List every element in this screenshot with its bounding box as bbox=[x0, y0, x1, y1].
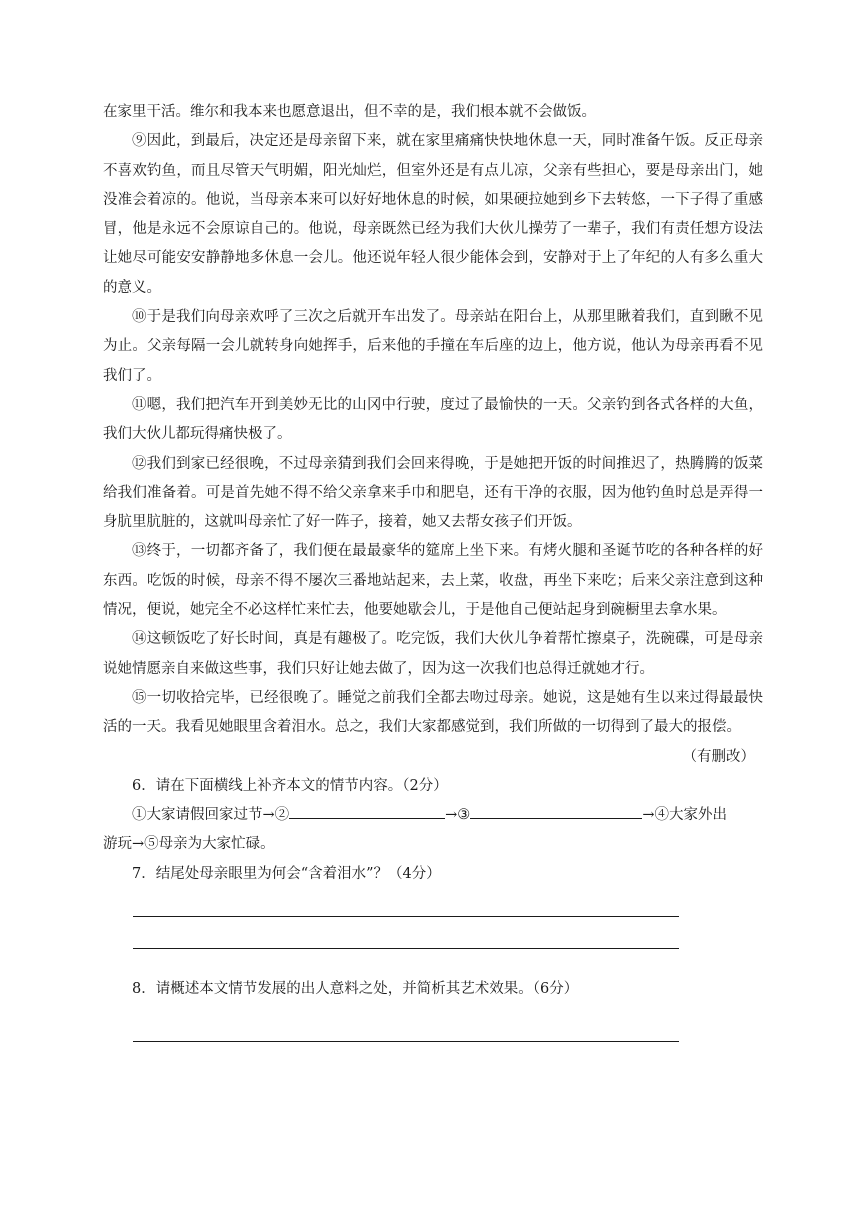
q6-answer-blank-3[interactable] bbox=[470, 804, 642, 819]
paragraph-15: ⑮一切收拾完毕，已经很晚了。睡觉之前我们全都去吻过母亲。她说，这是她有生以来过得最最快活的一天。我看见她眼里含着泪水。总之，我们大家都感觉到，我们所做的一切得到了最大的报偿。 bbox=[103, 689, 763, 736]
q6-arrow-4: →④大家外出 bbox=[642, 807, 727, 824]
paragraph-13: ⑬终于，一切都齐备了，我们便在最最豪华的筵席上坐下来。有烤火腿和圣诞节吃的各种各样的好东西。吃饭的时候，母亲不得不屡次三番地站起来，去上菜，收盘，再坐下来吃；后来父亲注意到这种情况，便说，她完全不必这样忙来忙去，他要她歇会儿，于是他自己便站起身到碗橱里去拿水果。 bbox=[103, 543, 763, 619]
paragraph-12: ⑫我们到家已经很晚，不过母亲猜到我们会回来得晚，于是她把开饭的时间推迟了，热腾腾的饭菜给我们准备着。可是首先她不得不给父亲拿来手巾和肥皂，还有干净的衣服，因为他钓鱼时总是弄得一身肮里肮脏的，这就叫母亲忙了好一阵子，接着，她又去帮女孩子们开饭。 bbox=[103, 455, 763, 531]
question-6-plot-line bbox=[103, 801, 763, 860]
question-7-prompt: 7．结尾处母亲眼里为何会“含着泪水”？（4分） bbox=[132, 865, 441, 882]
question-6-prompt: 6．请在下面横线上补齐本文的情节内容。（2分） bbox=[132, 777, 448, 794]
q8-answer-line-1[interactable] bbox=[133, 1040, 679, 1042]
q6-part-end: 游玩→⑤母亲为大家忙碌。 bbox=[103, 836, 275, 853]
q6-answer-blank-2[interactable] bbox=[289, 804, 445, 819]
source-note: （有删改） bbox=[682, 748, 755, 765]
paragraph-9: ⑨因此，到最后，决定还是母亲留下来，就在家里痛痛快快地休息一天，同时准备午饭。反正母亲不喜欢钓鱼，而且尽管天气明媚，阳光灿烂，但室外还是有点儿凉，父亲有些担心，要是母亲出门，她没准会着凉的。他说，当母亲本来可以好好地休息的时候，如果硬拉她到乡下去转悠，一下子得了重感冒，他是永远不会原谅自己的。他说，母亲既然已经为我们大伙儿操劳了一辈子，我们有责任想方设法让她尽可能安安静静地多休息一会儿。他还说年轻人很少能体会到，安静对于上了年纪的人有多么重大的意义。 bbox=[103, 133, 763, 296]
reading-passage bbox=[103, 98, 763, 1042]
paragraph-8-continued: 在家里干活。维尔和我本来也愿意退出，但不幸的是，我们根本就不会做饭。 bbox=[103, 104, 596, 120]
paragraph-11: ⑪嗯，我们把汽车开到美妙无比的山冈中行驶，度过了最愉快的一天。父亲钓到各式各样的大鱼，我们大伙儿都玩得痛快极了。 bbox=[103, 396, 763, 443]
q6-part1: ①大家请假回家过节→② bbox=[132, 807, 290, 824]
question-8-prompt: 8．请概述本文情节发展的出人意料之处，并简析其艺术效果。（6分） bbox=[132, 981, 579, 998]
paragraph-14: ⑭这顿饭吃了好长时间，真是有趣极了。吃完饭，我们大伙儿争着帮忙擦桌子，洗碗碟，可是母亲说她情愿亲自来做这些事，我们只好让她去做了，因为这一次我们也总得迁就她才行。 bbox=[103, 631, 763, 677]
paragraph-10: ⑩于是我们向母亲欢呼了三次之后就开车出发了。母亲站在阳台上，从那里瞅着我们，直到瞅不见为止。父亲每隔一会儿就转身向她挥手，后来他的手撞在车后座的边上，他方说，他认为母亲再看不见我们了。 bbox=[103, 309, 763, 384]
q6-arrow-3: →③ bbox=[445, 807, 471, 824]
